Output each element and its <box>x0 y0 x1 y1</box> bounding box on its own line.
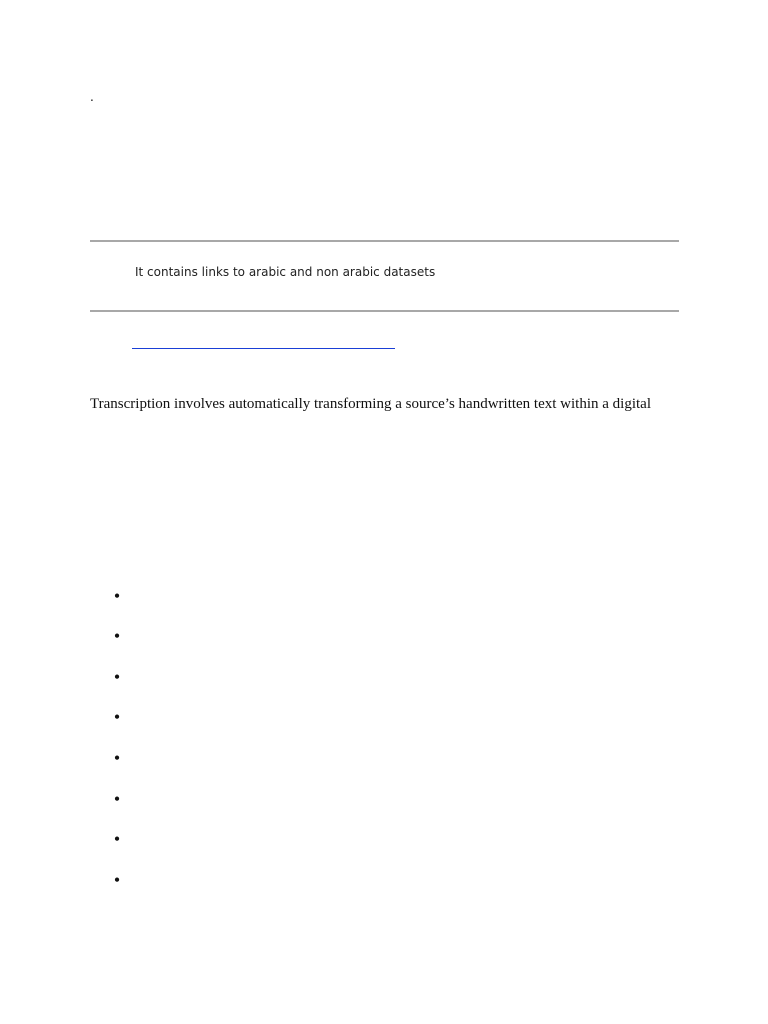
list-item: • <box>113 626 121 646</box>
list-item: • <box>113 586 121 606</box>
top-horizontal-rule <box>90 240 679 242</box>
body-paragraph: Transcription involves automatically transforming a source’s handwritten text within a digital <box>90 396 651 412</box>
list-item: • <box>113 789 121 809</box>
list-item: • <box>113 870 121 890</box>
list-item: • <box>113 667 121 687</box>
list-item: • <box>113 707 121 727</box>
leading-dot-mark: . <box>90 90 94 104</box>
bottom-horizontal-rule <box>90 310 679 312</box>
list-item: • <box>113 829 121 849</box>
dataset-note-text: It contains links to arabic and non arabic datasets <box>135 265 436 279</box>
list-item: • <box>113 748 121 768</box>
hyperlink[interactable] <box>132 348 395 349</box>
